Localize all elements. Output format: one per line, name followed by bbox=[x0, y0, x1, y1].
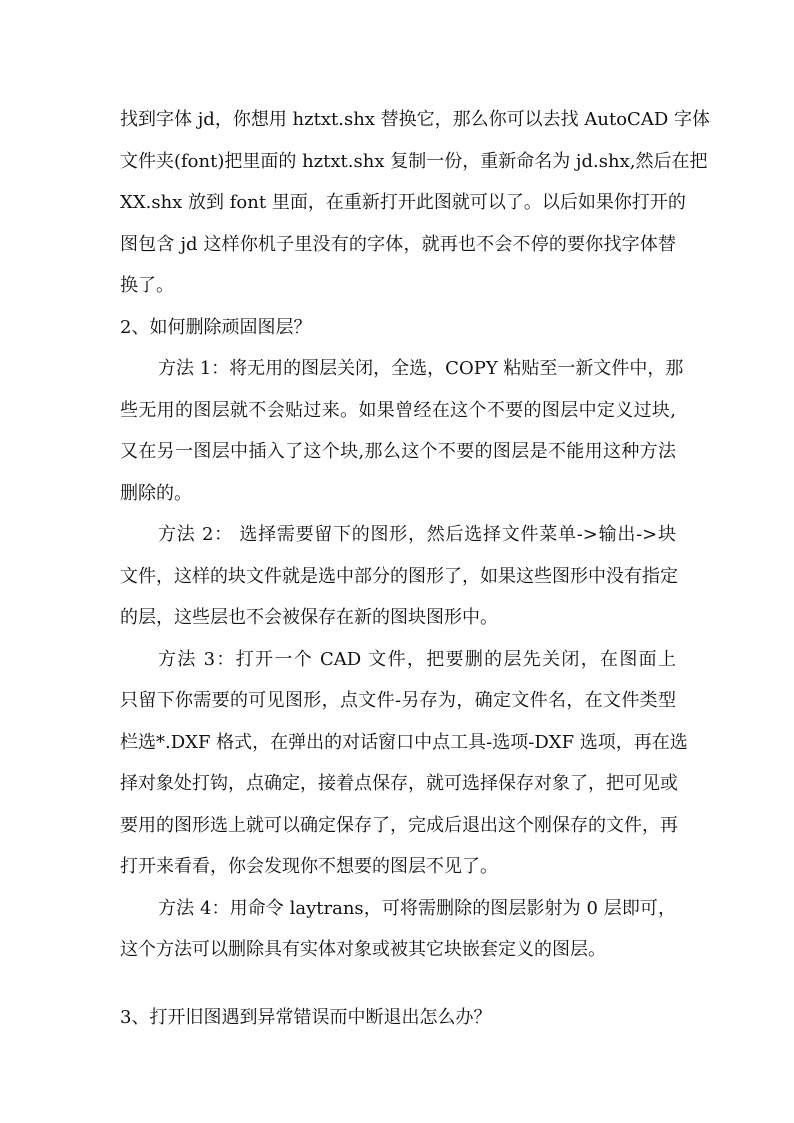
paragraph-method-4 bbox=[120, 888, 676, 971]
text-line: 找到字体 jd，你想用 hztxt.shx 替换它，那么你可以去找 AutoCAD 字体 bbox=[120, 109, 710, 130]
text-line: 又在另一图层中插入了这个块,那么这个不要的图层是不能用这种方法 bbox=[120, 441, 676, 462]
text-line: 的层，这些层也不会被保存在新的图块图形中。 bbox=[120, 607, 498, 628]
text-line: 文件，这样的块文件就是选中部分的图形了，如果这些图形中没有指定 bbox=[120, 565, 678, 587]
text-line: 换了。 bbox=[120, 275, 174, 296]
document-body bbox=[120, 99, 710, 1038]
text-line: 打开来看看，你会发现你不想要的图层不见了。 bbox=[120, 856, 498, 877]
text-line: 方法 1：将无用的图层关闭，全选，COPY 粘贴至一新文件中，那 bbox=[158, 358, 684, 379]
text-line: 这个方法可以删除具有实体对象或被其它块嵌套定义的图层。 bbox=[120, 939, 606, 960]
text-line: 图包含 jd 这样你机子里没有的字体，就再也不会不停的要你找字体替 bbox=[120, 233, 676, 255]
paragraph-method-2 bbox=[120, 514, 676, 639]
text-line: 只留下你需要的可见图形，点文件-另存为，确定文件名，在文件类型 bbox=[120, 690, 676, 711]
section-heading-3: 3、打开旧图遇到异常错误而中断退出怎么办？ bbox=[120, 1006, 492, 1028]
text-line: 方法 3：打开一个 CAD 文件，把要删的层先关闭，在图面上 bbox=[158, 648, 676, 670]
text-line: 择对象处打钩，点确定，接着点保存，就可选择保存对象了，把可见或 bbox=[120, 773, 678, 794]
paragraph-spacer bbox=[120, 971, 676, 997]
text-line: 删除的。 bbox=[120, 482, 192, 504]
paragraph-font-replacement bbox=[120, 99, 710, 307]
text-line: 方法 4：用命令 laytrans，可将需删除的图层影射为 0 层即可， bbox=[158, 897, 676, 919]
section-heading-2: 2、如何删除顽固图层？ bbox=[120, 316, 312, 338]
text-line: 方法 2： 选择需要留下的图形，然后选择文件菜单->输出->块 bbox=[158, 524, 676, 545]
text-line: 栏选*.DXF 格式，在弹出的对话窗口中点工具-选项-DXF 选项，再在选 bbox=[120, 731, 688, 753]
text-line: 文件夹(font)把里面的 hztxt.shx 复制一份，重新命名为 jd.shx,然后在把 bbox=[120, 150, 708, 172]
text-line: 些无用的图层就不会贴过来。如果曾经在这个不要的图层中定义过块, bbox=[120, 399, 676, 421]
text-line: XX.shx 放到 font 里面，在重新打开此图就可以了。以后如果你打开的 bbox=[120, 192, 686, 213]
paragraph-method-3 bbox=[120, 639, 688, 888]
paragraph-method-1 bbox=[120, 348, 684, 514]
text-line: 要用的图形选上就可以确定保存了，完成后退出这个刚保存的文件，再 bbox=[120, 814, 678, 836]
